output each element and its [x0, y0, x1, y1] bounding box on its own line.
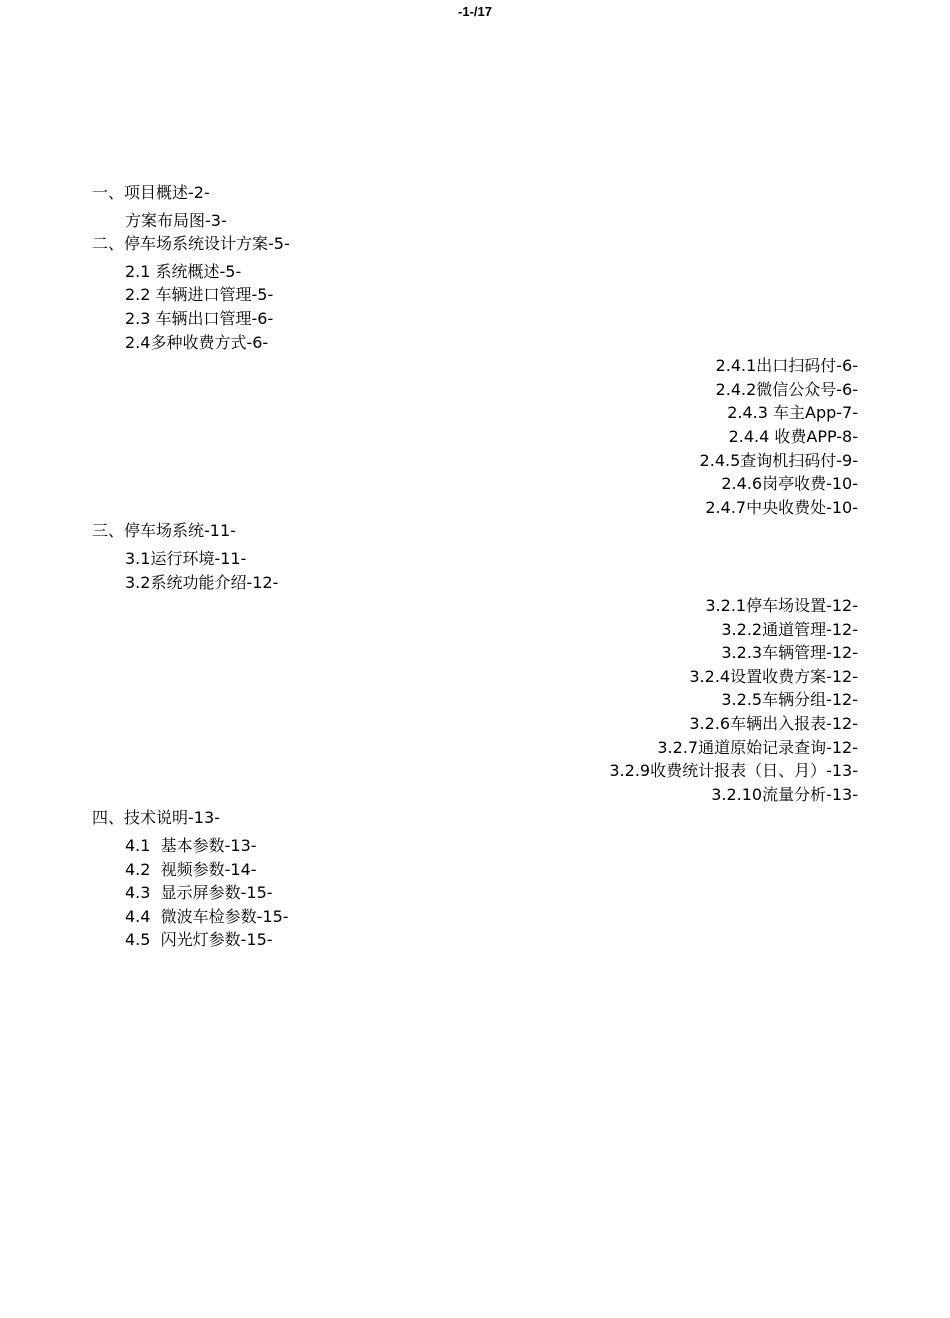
toc-entry-level2[interactable]: 2.2 车辆进口管理-5-: [125, 285, 274, 305]
toc-entry-level2[interactable]: 4.2 视频参数-14-: [125, 859, 257, 879]
toc-entry-level1[interactable]: 四、技术说明-13-: [92, 808, 220, 828]
toc-entry-level3[interactable]: 2.4.1出口扫码付-6-: [715, 356, 858, 376]
toc-entry-level2[interactable]: 4.4 微波车检参数-15-: [125, 906, 289, 926]
table-of-contents: [0, 181, 950, 952]
toc-entry-level3[interactable]: 2.4.2微信公众号-6-: [715, 379, 858, 399]
toc-entry-level3[interactable]: 2.4.5查询机扫码付-9-: [699, 450, 858, 470]
toc-entry-level1[interactable]: 一、项目概述-2-: [92, 183, 210, 202]
toc-entry-level3[interactable]: 3.2.3车辆管理-12-: [721, 643, 858, 663]
toc-entry-level1[interactable]: 二、停车场系统设计方案-5-: [92, 234, 290, 254]
toc-entry-level2[interactable]: 3.1运行环境-11-: [125, 548, 247, 568]
toc-entry-level2[interactable]: 2.1 系统概述-5-: [125, 261, 242, 281]
toc-entry-level3[interactable]: 3.2.7通道原始记录查询-12-: [657, 737, 858, 757]
toc-entry-level3[interactable]: 3.2.9收费统计报表（日、月）-13-: [609, 761, 858, 781]
toc-entry-level2[interactable]: 4.3 显示屏参数-15-: [125, 883, 273, 903]
page-number: -1-/17: [458, 4, 492, 19]
toc-entry-level3[interactable]: 3.2.1停车场设置-12-: [705, 596, 858, 616]
toc-entry-level2[interactable]: 4.1 基本参数-13-: [125, 836, 257, 856]
toc-entry-level2[interactable]: 2.4多种收费方式-6-: [125, 332, 269, 352]
toc-entry-level2[interactable]: 方案布局图-3-: [125, 210, 227, 230]
toc-entry-level3[interactable]: 3.2.5车辆分组-12-: [721, 690, 858, 710]
toc-entry-level3[interactable]: 2.4.6岗亭收费-10-: [721, 474, 858, 494]
toc-entry-level3[interactable]: 3.2.6车辆出入报表-12-: [689, 714, 858, 734]
toc-entry-level3[interactable]: 2.4.7中央收费处-10-: [705, 497, 858, 517]
toc-entry-level3[interactable]: 2.4.3 车主App-7-: [727, 403, 858, 423]
toc-entry-level3[interactable]: 3.2.4设置收费方案-12-: [689, 666, 858, 686]
toc-entry-level3[interactable]: 2.4.4 收费APP-8-: [728, 426, 858, 446]
toc-entry-level2[interactable]: 4.5 闪光灯参数-15-: [125, 930, 273, 950]
toc-entry-level1[interactable]: 三、停车场系统-11-: [92, 521, 236, 541]
toc-entry-level3[interactable]: 3.2.2通道管理-12-: [721, 619, 858, 639]
toc-entry-level3[interactable]: 3.2.10流量分析-13-: [711, 784, 858, 804]
toc-entry-level2[interactable]: 3.2系统功能介绍-12-: [125, 572, 279, 592]
toc-entry-level2[interactable]: 2.3 车辆出口管理-6-: [125, 308, 274, 328]
